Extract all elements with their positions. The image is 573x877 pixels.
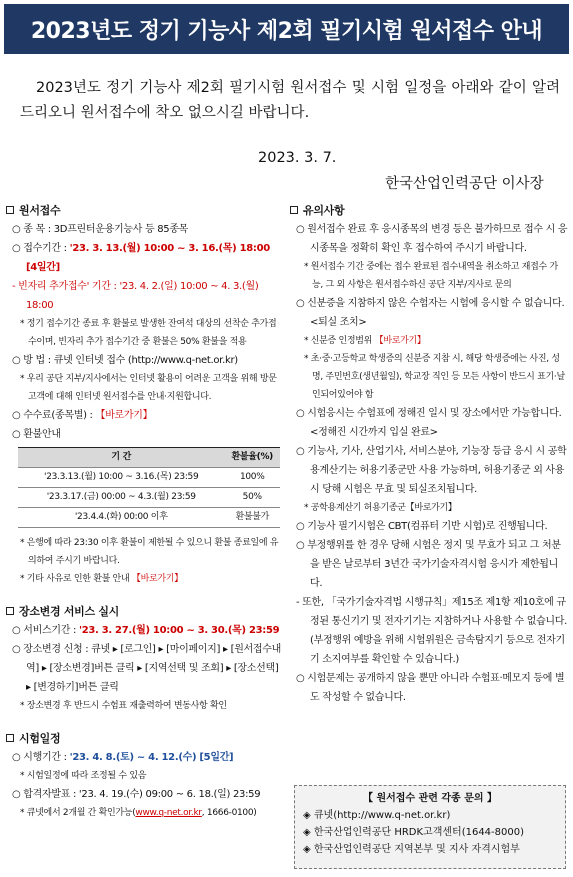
item-service-period: ○ 서비스기간 : '23. 3. 27.(월) 10:00 ~ 3. 30.(목) 23:59 xyxy=(12,625,280,636)
note-schedule: * 시험일정에 따라 조정될 수 있음 xyxy=(20,771,147,781)
section-venue-change: 장소변경 서비스 실시 xyxy=(6,602,282,621)
note-item: ○ 시험응시는 수험표에 정해진 일시 및 장소에서만 가능합니다. <정해진 시간까지 입실 완료> xyxy=(296,408,562,438)
section-application: 원서접수 xyxy=(6,201,282,220)
note-other-refund: * 기타 사유로 인한 환불 안내 【바로가기】 xyxy=(20,574,183,584)
refund-table: 기 간 환불율(%) '23.3.13.(월) 10:00 ~ 3.16.(목) 23:59 100% '23.3.17.(금) 00:00 ~ 4.3.(월) 23:59 50% '23.4.4.(화) 00:00 이후 환불불가 xyxy=(18,447,280,528)
intro-text: 2023년도 정기 기능사 제2회 필기시험 원서접수 및 시험 일정을 아래와 같이 알려드리오니 원서접수에 착오 없으시길 바랍니다. xyxy=(20,80,560,121)
item-period: ○ 접수기간 : '23. 3. 13.(월) 10:00 ~ 3. 16.(목) 18:00 [4일간] xyxy=(12,243,270,273)
note-item: - 또한, 「국가기술자격법 시행규칙」제15조 제1항 제10호에 규정된 통신기기 및 전자기기는 지참하거나 사용할 수 없습니다.(부정행위 예방을 위해 시험위원은 금속탐지기 등으로 전자기기 소지여부를 확인할 수 있습니다.) xyxy=(296,597,568,665)
fee-link[interactable]: 【바로가기】 xyxy=(95,410,153,421)
left-column xyxy=(6,195,282,822)
right-column xyxy=(290,195,568,707)
notice-date: 2023. 3. 7. xyxy=(258,150,337,166)
table-row: '23.3.13.(월) 10:00 ~ 3.16.(목) 23:59 100% xyxy=(18,468,280,488)
refund-link[interactable]: 【바로가기】 xyxy=(131,574,183,584)
item-results: ○ 합격자발표 : '23. 4. 19.(수) 09:00 ~ 6. 18.(일) 23:59 xyxy=(12,789,261,800)
note-bank: * 은행에 따라 23:30 이후 환불이 제한될 수 있으니 환불 종료일에 유의하여 주시기 바랍니다. xyxy=(20,538,279,566)
signer: 한국산업인력공단 이사장 xyxy=(385,176,544,192)
contact-branch: ◈ 한국산업인력공단 지역본부 및 지사 자격시험부 xyxy=(303,844,520,855)
note-item: ○ 원서접수 완료 후 응시종목의 변경 등은 불가하므로 접수 시 응시종목을 정확히 확인 후 접수하여 주시기 바랍니다. xyxy=(296,224,568,254)
note-item: ○ 기능사 필기시험은 CBT(컴퓨터 기반 시험)로 진행됩니다. xyxy=(296,521,548,532)
note-item: ○ 기능사, 기사, 산업기사, 서비스분야, 기능장 등급 응시 시 공학용계산기는 허용기종군만 사용 가능하며, 허용기종군 외 사용 시 당해 시험은 무효 및 퇴실조치됩니다. xyxy=(296,446,567,495)
note-venue: * 장소변경 후 반드시 수험표 재출력하여 변동사항 확인 xyxy=(20,701,227,711)
contact-callcenter: ◈ 한국산업인력공단 HRDK고객센터(1644-8000) xyxy=(303,827,525,838)
item-fee: ○ 수수료(종목별) : 【바로가기】 xyxy=(12,410,153,421)
note-results: * 큐넷에서 2개월 간 확인가능(www.q-net.or.kr, 1666-0100) xyxy=(20,808,257,818)
section-box-icon xyxy=(6,607,14,615)
item-refund: ○ 환불안내 xyxy=(12,429,61,440)
item-exam-period: ○ 시행기간 : '23. 4. 8.(토) ~ 4. 12.(수) [5일간] xyxy=(12,752,234,763)
table-row: '23.3.17.(금) 00:00 ~ 4.3.(월) 23:59 50% xyxy=(18,488,280,508)
qnet-link[interactable]: www.q-net.or.kr xyxy=(135,808,202,818)
table-row: '23.4.4.(화) 00:00 이후 환불불가 xyxy=(18,508,280,528)
section-schedule: 시험일정 xyxy=(6,729,282,748)
note-item: ○ 시험문제는 공개하지 않을 뿐만 아니라 수험표·메모지 등에 별도 작성할 수 없습니다. xyxy=(296,673,565,703)
id-link[interactable]: 【바로가기】 xyxy=(374,336,426,346)
page-title: 2023년도 정기 기능사 제2회 필기시험 원서접수 안내 xyxy=(4,4,569,54)
calculator-link[interactable]: * 공학용계산기 허용기종군【바로가기】 xyxy=(304,503,457,513)
note-method: * 우리 공단 지부/지사에서는 인터넷 활용이 어려운 고객을 위해 방문고객에 대해 인터넷 원서접수를 안내·지원합니다. xyxy=(20,374,277,402)
contact-title: 【 원서접수 관련 각종 문의 】 xyxy=(362,793,497,804)
note-sub: * 신분증 인정범위 【바로가기】 xyxy=(304,336,426,346)
item-subjects: ○ 종 목 : 3D프린터운용기능사 등 85종목 xyxy=(12,224,189,235)
contact-qnet[interactable]: ◈ 큐넷(http://www.q-net.or.kr) xyxy=(303,810,451,821)
item-extra-period: - 빈자리 추가접수' 기간 : '23. 4. 2.(일) 10:00 ~ 4. 3.(월) 18:00 xyxy=(12,281,259,311)
note-extra: * 정기 접수기간 종료 후 환불로 발생한 잔여석 대상의 선착순 추가접수이며, 빈자리 추가 접수기간 중 환불은 50% 환불을 적용 xyxy=(20,319,277,347)
section-box-icon xyxy=(6,206,14,214)
note-item: ○ 부정행위를 한 경우 당해 시험은 정지 및 무효가 되고 그 처분을 받은 날로부터 3년간 국가기술자격시험 응시가 제한됩니다. xyxy=(296,540,561,589)
section-box-icon xyxy=(6,734,14,742)
section-box-icon xyxy=(290,206,298,214)
item-venue-steps: ○ 장소변경 신청 : 큐넷 ▸ [로그인] ▸ [마이페이지] ▸ [원서접수내역] ▸ [장소변경]버튼 클릭 ▸ [지역선택 및 조회] ▸ [장소선택] ▸ [변경하기]버튼 클릭 xyxy=(12,644,282,693)
note-sub: * 원서접수 기간 중에는 접수 완료된 접수내역을 취소하고 재접수 가능, 그 외 사항은 원서접수하신 공단 지부/지사로 문의 xyxy=(304,262,558,290)
section-notes: 유의사항 xyxy=(290,201,568,220)
contact-box xyxy=(294,785,566,869)
note-sub: * 초·중·고등학교 학생증의 신분증 지참 시, 해당 학생증에는 사진, 성명, 주민번호(생년월일), 학교장 직인 등 모든 사항이 반드시 표기·날인되어있어야 함 xyxy=(304,354,565,400)
item-method: ○ 방 법 : 큐넷 인터넷 접수 (http://www.q-net.or.kr) xyxy=(12,355,238,366)
note-item: ○ 신분증을 지참하지 않은 수험자는 시험에 응시할 수 없습니다. <퇴실 조치> xyxy=(296,298,565,328)
